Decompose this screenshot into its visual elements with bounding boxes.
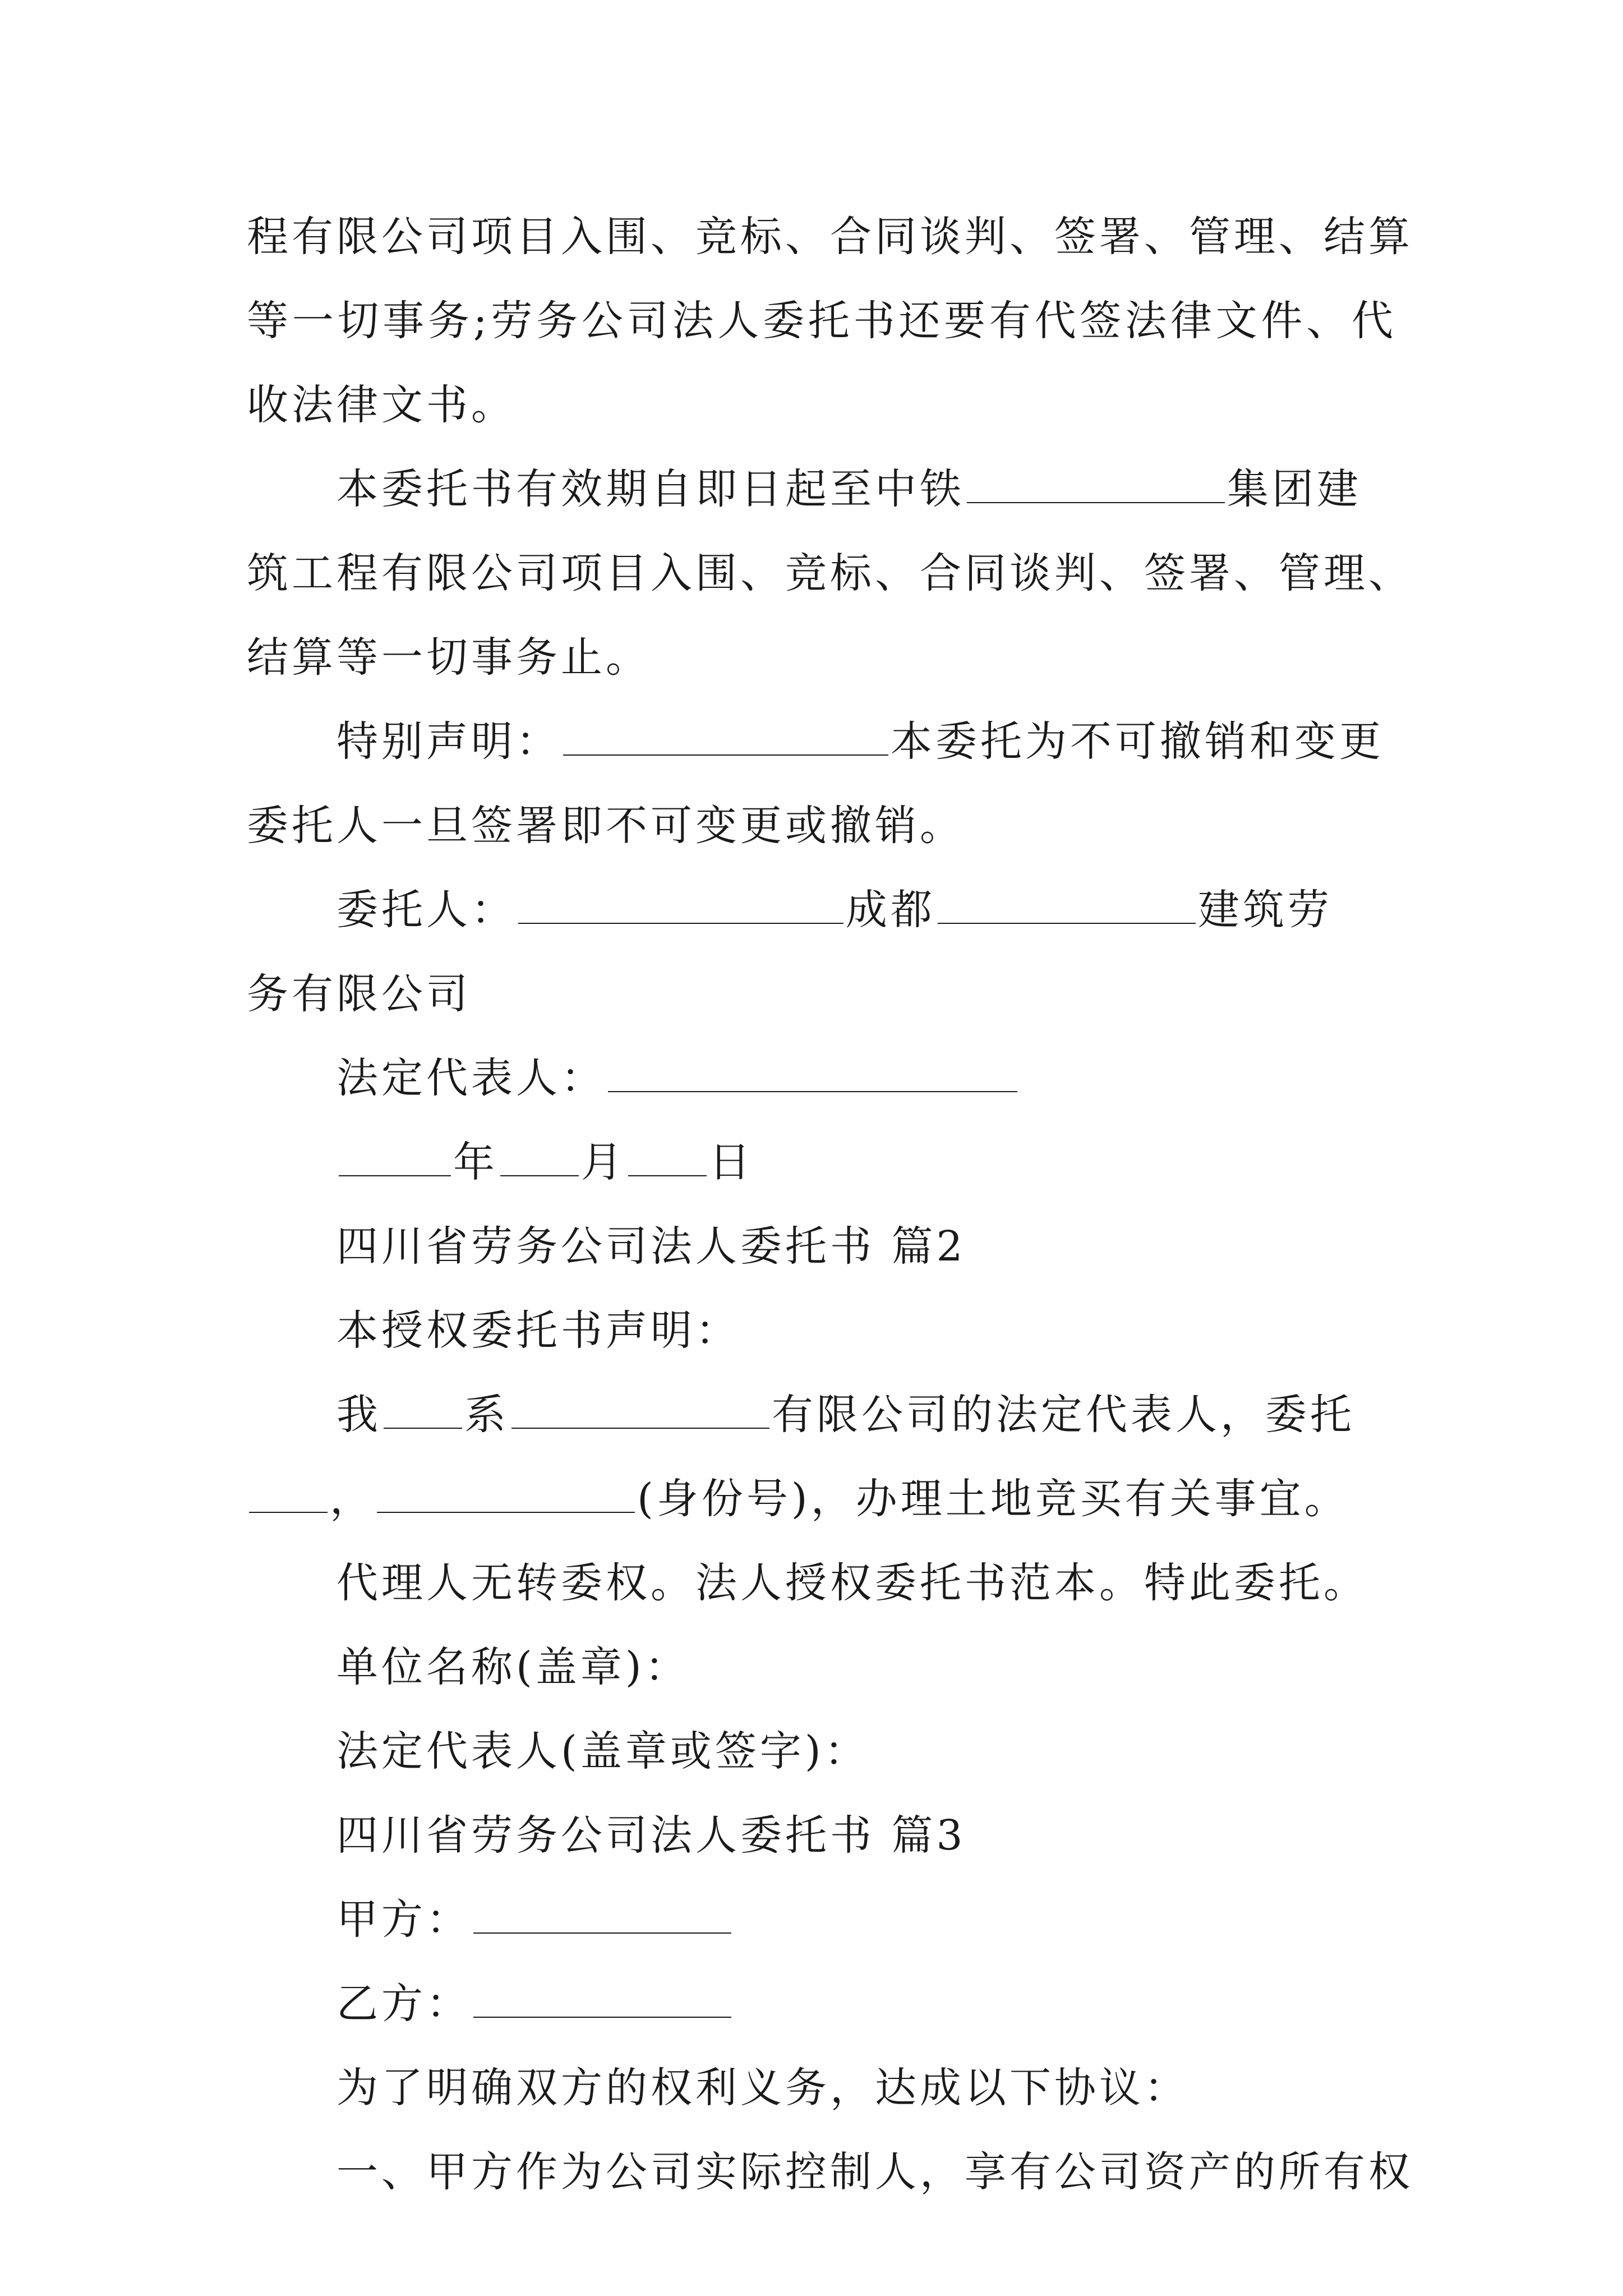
blank-field [249, 1476, 328, 1513]
text-segment: 我 [336, 1391, 381, 1439]
text-segment: 集团建 [1227, 465, 1362, 513]
blank-field [938, 887, 1196, 924]
text-segment: 委托人： [336, 886, 516, 934]
text-line: 程有限公司项目入围、竞标、合同谈判、签署、管理、结算 [247, 213, 1413, 261]
text-segment: 特别声明： [336, 717, 561, 766]
legal-rep-line [336, 1036, 1486, 1120]
text-line: 筑工程有限公司项目入围、竞标、合同谈判、签署、管理、 [247, 549, 1413, 597]
text-line: 收法律文书。 [247, 381, 516, 429]
blank-field [511, 1392, 769, 1429]
blank-field [967, 466, 1225, 503]
text-line: 本授权委托书声明： [336, 1306, 740, 1355]
text-segment: 系 [464, 1391, 509, 1439]
text-segment: 法定代表人： [336, 1054, 606, 1102]
text-segment: 乙方： [336, 1980, 471, 2028]
section-heading: 四川省劳务公司法人委托书 篇3 [336, 1811, 966, 1860]
text-segment: ， [330, 1475, 375, 1523]
text-segment: 建筑劳 [1198, 886, 1332, 934]
blank-field [384, 1392, 462, 1429]
text-segment: 年 [453, 1138, 498, 1186]
blank-field [500, 1139, 579, 1176]
text-segment: 月 [581, 1138, 626, 1186]
blank-field [563, 719, 888, 756]
blank-field [377, 1476, 635, 1513]
text-line: 务有限公司 [247, 970, 471, 1018]
text-segment: (身份号)，办理土地竞买有关事宜。 [637, 1475, 1349, 1523]
principal-line [336, 868, 1486, 952]
text-line: 代理人无转委权。法人授权委托书范本。特此委托。 [336, 1559, 1368, 1607]
text-segment: 成都 [846, 886, 935, 934]
party-a-line [336, 1878, 1486, 1962]
validity-line [336, 447, 1486, 531]
text-line: 委托人一旦签署即不可变更或撤销。 [247, 802, 965, 850]
declaration-line-cont [247, 1457, 1396, 1541]
blank-field [473, 1981, 731, 2018]
text-line: 单位名称(盖章)： [336, 1643, 690, 1691]
text-line: 等一切事务;劳务公司法人委托书还要有代签法律文件、代 [247, 297, 1396, 345]
party-b-line [336, 1962, 1486, 2046]
date-line [336, 1120, 1486, 1204]
text-segment: 本委托书有效期自即日起至中铁 [336, 465, 965, 513]
text-segment: 日 [709, 1138, 754, 1186]
text-line: 为了明确双方的权利义务，达成以下协议： [336, 2064, 1189, 2112]
declaration-line [336, 1373, 1486, 1457]
text-segment: 甲方： [336, 1895, 471, 1944]
blank-field [339, 1139, 451, 1176]
blank-field [608, 1055, 1017, 1092]
blank-field [473, 1897, 731, 1934]
blank-field [628, 1139, 707, 1176]
section-heading: 四川省劳务公司法人委托书 篇2 [336, 1222, 966, 1271]
blank-field [518, 887, 843, 924]
text-line: 法定代表人(盖章或签字)： [336, 1727, 869, 1775]
text-segment: 本委托为不可撤销和变更 [891, 717, 1384, 766]
text-line: 结算等一切事务止。 [247, 633, 651, 682]
special-statement-line [336, 700, 1486, 784]
text-line: 一、甲方作为公司实际控制人，享有公司资产的所有权 [336, 2148, 1413, 2196]
text-segment: 有限公司的法定代表人，委托 [772, 1391, 1355, 1439]
